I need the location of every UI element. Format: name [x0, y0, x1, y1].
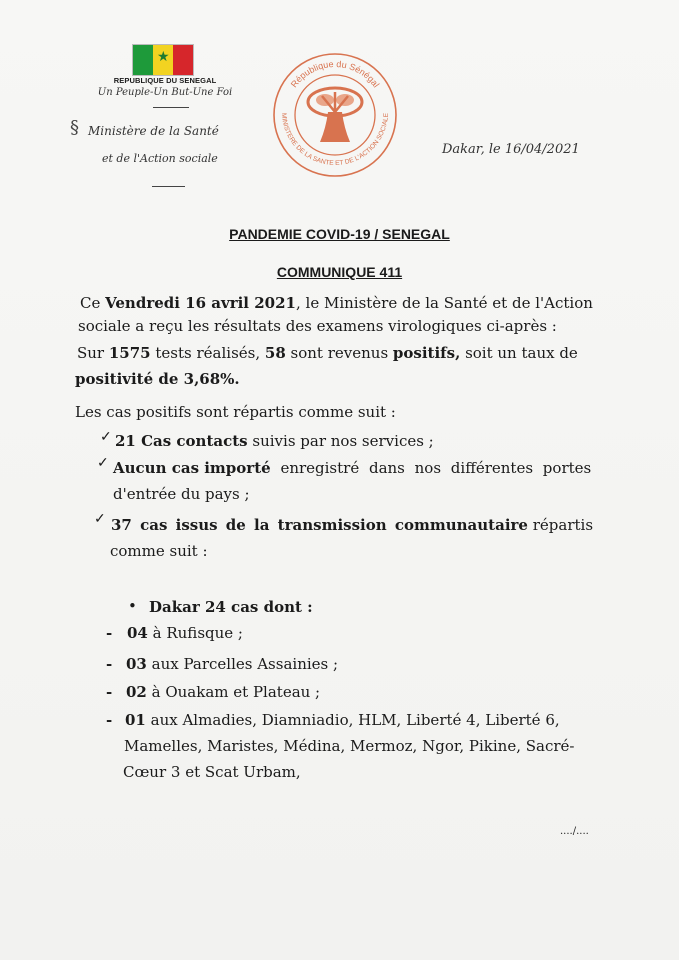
- checkmark-icon: ✓: [94, 511, 106, 527]
- district-item: 02 à Ouakam et Plateau ;: [126, 683, 321, 701]
- dash-icon: -: [106, 624, 113, 642]
- imported-cases: Aucun cas importé enregistré dans nos différentes portes: [113, 459, 592, 477]
- positivity-rate: positivité de 3,68%.: [75, 370, 240, 388]
- report-date: Vendredi 16 avril 2021: [105, 294, 296, 312]
- ministry-name-line2: et de l'Action sociale: [102, 152, 218, 165]
- cases-intro: Les cas positifs sont répartis comme suit :: [75, 403, 396, 421]
- republic-name: REPUBLIQUE DU SENEGAL: [113, 76, 217, 85]
- district-item: 01 aux Almadies, Diamniadio, HLM, Liberté 4, Liberté 6,: [125, 711, 560, 729]
- communique-number: COMMUNIQUE 411: [276, 264, 403, 280]
- community-cases: 37 cas issus de la transmission communautaire répartis: [111, 516, 594, 534]
- dash-icon: -: [106, 711, 113, 729]
- senegal-flag: [132, 44, 194, 76]
- star-icon: ★: [157, 49, 170, 65]
- ministry-emblem-icon: §: [70, 117, 79, 138]
- continued-marker: ..../....: [560, 826, 589, 837]
- seal-top-text: République du Sénégal: [288, 58, 382, 90]
- checkmark-icon: ✓: [97, 455, 109, 471]
- district-item: 03 aux Parcelles Assainies ;: [126, 655, 339, 673]
- bullet-icon: •: [128, 597, 137, 615]
- document-date: Dakar, le 16/04/2021: [442, 142, 580, 157]
- community-cases-line2: comme suit :: [110, 542, 208, 560]
- divider: [153, 107, 189, 108]
- district-item-line3: Cœur 3 et Scat Urbam,: [123, 763, 301, 781]
- tests-count: 1575: [108, 344, 151, 362]
- paragraph-intro-line2: sociale a reçu les résultats des examens virologiques ci-après :: [78, 317, 557, 335]
- seal-bottom-text: MINISTERE DE LA SANTE ET DE L'ACTION SOCIALE: [279, 112, 391, 168]
- baobab-tree-icon: [308, 88, 362, 142]
- ministry-seal: [270, 50, 400, 180]
- tests-summary: Sur 1575 tests réalisés, 58 sont revenus positifs, soit un taux de: [77, 344, 578, 362]
- divider: [152, 186, 185, 187]
- ministry-name: Ministère de la Santé: [88, 124, 219, 138]
- national-motto: Un Peuple-Un But-Une Foi: [97, 87, 233, 98]
- imported-cases-line2: d'entrée du pays ;: [113, 485, 250, 503]
- contact-cases: 21 Cas contacts suivis par nos services ;: [115, 432, 434, 450]
- checkmark-icon: ✓: [100, 429, 112, 445]
- district-item-line2: Mamelles, Maristes, Médina, Mermoz, Ngor, Pikine, Sacré-: [124, 737, 575, 755]
- paragraph-intro: Ce Vendredi 16 avril 2021, le Ministère de la Santé et de l'Action: [80, 294, 593, 312]
- positive-count: 58: [264, 344, 286, 362]
- document-title: PANDEMIE COVID-19 / SENEGAL: [229, 226, 450, 242]
- dakar-cases: Dakar 24 cas dont :: [149, 598, 313, 616]
- dash-icon: -: [106, 655, 113, 673]
- dash-icon: -: [106, 683, 113, 701]
- district-item: 04 à Rufisque ;: [127, 624, 243, 642]
